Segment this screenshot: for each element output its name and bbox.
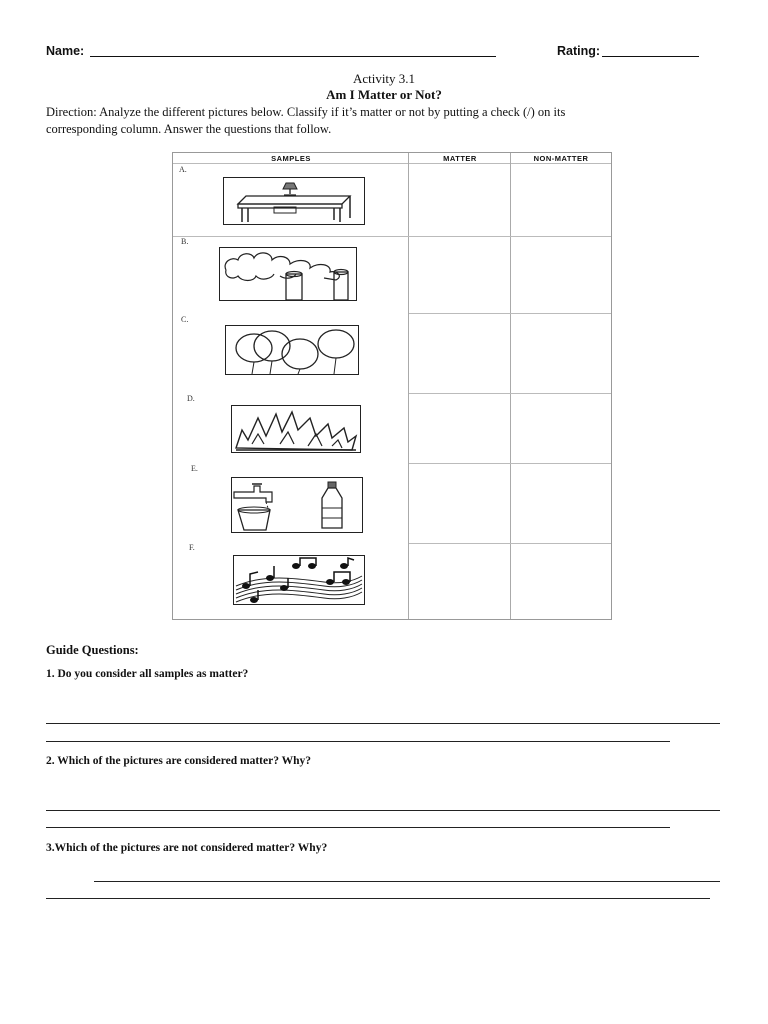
classification-table: [172, 152, 612, 620]
answer-line-2a[interactable]: [46, 810, 720, 811]
question-2: 2. Which of the pictures are considered matter? Why?: [46, 755, 312, 767]
row-label-e: E.: [191, 464, 198, 473]
direction-line-1: Direction: Analyze the different pictures below. Classify if it’s matter or not by putting a check (/) on its: [46, 105, 566, 119]
guide-questions-heading: Guide Questions:: [46, 643, 139, 657]
non-matter-cell-c[interactable]: [511, 314, 610, 392]
rating-label: Rating:: [557, 44, 601, 58]
answer-line-3b[interactable]: [46, 898, 710, 899]
column-header-samples: SAMPLES: [271, 154, 311, 163]
smoke-chimney-icon: [219, 247, 357, 301]
question-1: 1. Do you consider all samples as matter?: [46, 668, 249, 680]
row-label-f: F.: [189, 543, 195, 552]
balloons-icon: [225, 325, 359, 375]
matter-cell-a[interactable]: [410, 164, 509, 235]
non-matter-cell-b[interactable]: [511, 237, 610, 312]
matter-cell-d[interactable]: [410, 394, 509, 462]
matter-cell-c[interactable]: [410, 314, 509, 392]
answer-line-1b[interactable]: [46, 741, 670, 742]
direction-line-2: corresponding column. Answer the questions that follow.: [46, 122, 332, 136]
faucet-glass-bottle-icon: [231, 477, 363, 533]
rating-field[interactable]: [602, 56, 699, 57]
column-header-matter: MATTER: [443, 154, 477, 163]
answer-line-1a[interactable]: [46, 723, 720, 724]
non-matter-cell-a[interactable]: [511, 164, 610, 235]
non-matter-cell-e[interactable]: [511, 464, 610, 542]
name-label: Name:: [46, 44, 85, 58]
column-header-non-matter: NON-MATTER: [533, 154, 589, 163]
activity-subtitle: Am I Matter or Not?: [326, 87, 442, 102]
matter-cell-f[interactable]: [410, 544, 509, 618]
non-matter-cell-d[interactable]: [511, 394, 610, 462]
non-matter-cell-f[interactable]: [511, 544, 610, 618]
activity-title: Activity 3.1: [352, 71, 416, 86]
row-label-b: B.: [181, 237, 189, 246]
fire-icon: [231, 405, 361, 453]
row-label-c: C.: [181, 315, 189, 324]
music-notes-icon: [233, 555, 365, 605]
row-label-d: D.: [187, 394, 195, 403]
matter-cell-e[interactable]: [410, 464, 509, 542]
question-3: 3.Which of the pictures are not considered matter? Why?: [46, 842, 328, 854]
matter-cell-b[interactable]: [410, 237, 509, 312]
answer-line-3a[interactable]: [94, 881, 720, 882]
column-divider-1: [408, 153, 409, 619]
answer-line-2b[interactable]: [46, 827, 670, 828]
table-with-lamp-icon: [223, 177, 365, 225]
row-label-a: A.: [179, 165, 187, 174]
name-field[interactable]: [90, 56, 496, 57]
